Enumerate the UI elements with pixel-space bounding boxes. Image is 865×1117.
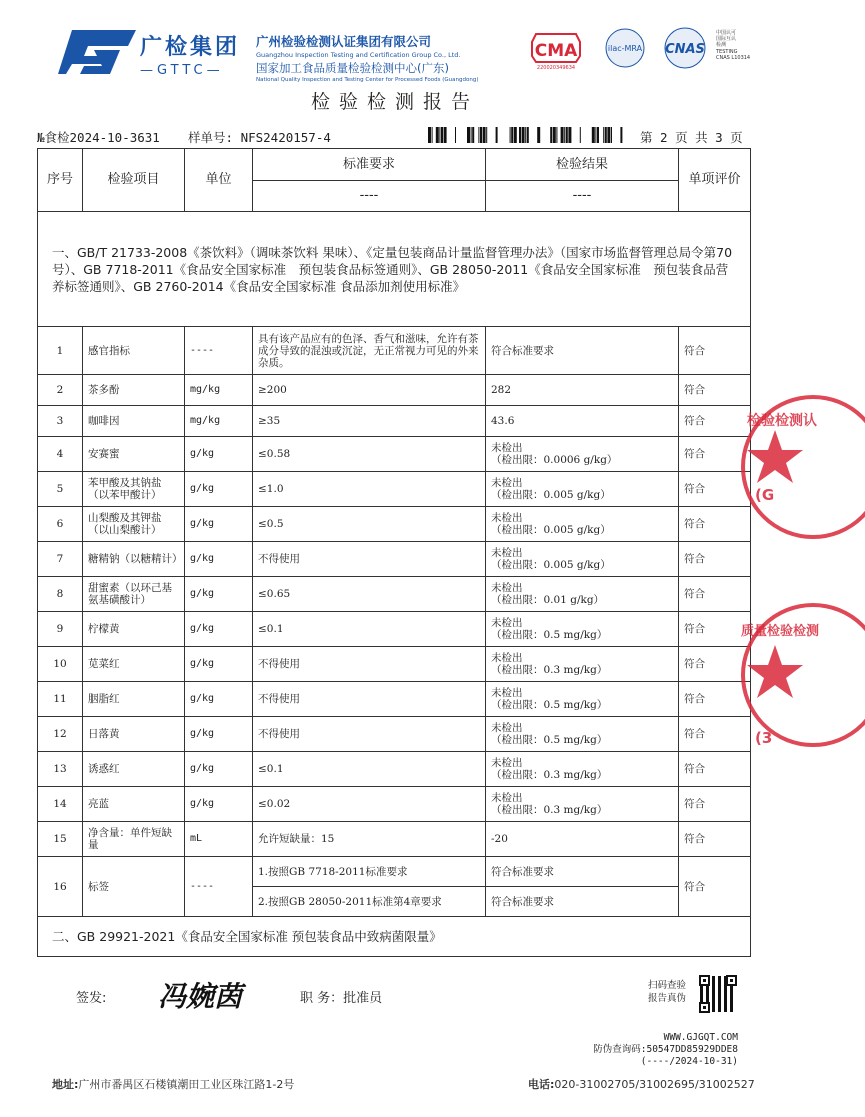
table-row (38, 612, 751, 647)
row-result-limit: （检出限：0.3 mg/kg） (491, 804, 608, 816)
barcode-icon (428, 127, 633, 143)
row-result (486, 682, 679, 717)
row-standard: ≥200 (253, 375, 486, 406)
cma-text: CMA (534, 41, 578, 61)
brand-name-cn: 广检集团 (140, 35, 241, 60)
stamp2-text: 质量检验检测 (741, 624, 820, 639)
row-standard: 不得使用 (253, 647, 486, 682)
row-result-text: 符合标准要求 (491, 344, 554, 357)
gttc-logo-icon (58, 26, 138, 78)
table-row (38, 542, 751, 577)
row-verdict: 符合 (679, 647, 751, 682)
row-standard: ≤1.0 (253, 472, 486, 507)
table-row (38, 822, 751, 857)
row-result-text: 未检出 (491, 547, 523, 559)
row-result-text: 未检出 (491, 477, 523, 489)
row-result (486, 787, 679, 822)
row-item: 苯甲酸及其钠盐（以苯甲酸计） (83, 472, 185, 507)
table-row (38, 375, 751, 406)
row-standard: ≤0.02 (253, 787, 486, 822)
row-seq: 10 (38, 647, 83, 682)
row-item: 诱惑红 (83, 752, 185, 787)
row-standard: ≤0.65 (253, 577, 486, 612)
scan-hint: 扫码查验 报告真伪 (648, 980, 687, 1004)
row-standard: ≤0.1 (253, 612, 486, 647)
row-unit: g/kg (185, 787, 253, 822)
website: WWW.GJGQT.COM (663, 1032, 738, 1043)
row-unit: g/kg (185, 612, 253, 647)
table-row (38, 507, 751, 542)
row-seq: 9 (38, 612, 83, 647)
row-seq: 6 (38, 507, 83, 542)
section-1-standards: 一、GB/T 21733-2008《茶饮料》（调味茶饮料 果味）、《定量包装商品计量监督管理办法》（国家市场监督管理总局令第70号）、GB 7718-2011《食品安全国家标准 预包装食品标签通则》、GB 28050-2011《食品安全国家标准 预包装食品营养标签通则》、GB 2760-2014《食品安全国家标准 食品添加剂使用标准》 (38, 212, 751, 327)
signature-image (156, 970, 246, 1016)
row-standard: ≤0.1 (253, 752, 486, 787)
address: 地址:广州市番禺区石楼镇潮田工业区珠江路1-2号 (52, 1078, 295, 1091)
row-standard: ≥35 (253, 406, 486, 437)
row-item: 柠檬黄 (83, 612, 185, 647)
row-unit: mL (185, 822, 253, 857)
row-unit: g/kg (185, 577, 253, 612)
row-standard: ≤0.5 (253, 507, 486, 542)
row-result (486, 507, 679, 542)
row-standard: 2.按照GB 28050-2011标准第4章要求 (253, 887, 486, 917)
table-row (38, 682, 751, 717)
row-result-text: 282 (491, 384, 512, 396)
brand-block (140, 30, 240, 78)
row-standard: ≤0.58 (253, 437, 486, 472)
row-verdict: 符合 (679, 472, 751, 507)
row-item: 净含量：单件短缺量 (83, 822, 185, 857)
row-result-limit: （检出限：0.5 mg/kg） (491, 629, 608, 641)
row-seq: 14 (38, 787, 83, 822)
row-verdict: 符合 (679, 437, 751, 472)
row-unit: g/kg (185, 647, 253, 682)
header-seq: 序号 (38, 149, 83, 212)
table-row (38, 577, 751, 612)
row-result-limit: （检出限：0.01 g/kg） (491, 594, 605, 606)
row-result-text: 未检出 (491, 582, 523, 594)
row-standard: 1.按照GB 7718-2011标准要求 (253, 857, 486, 887)
row-unit: g/kg (185, 682, 253, 717)
query-code: 防伪查询码:50547DD85929DDE8 (593, 1044, 738, 1055)
header-result: 检验结果 (486, 149, 679, 181)
header-result-sub: ---- (486, 181, 679, 212)
row-result: 符合标准要求 (486, 857, 679, 887)
row-verdict: 符合 (679, 822, 751, 857)
table-row (38, 437, 751, 472)
row-item: 糖精钠（以糖精计） (83, 542, 185, 577)
table-row (38, 787, 751, 822)
results-table (37, 148, 751, 957)
row-item: 安赛蜜 (83, 437, 185, 472)
org-name-block (256, 32, 478, 83)
row-result-text: 未检出 (491, 512, 523, 524)
row-seq: 2 (38, 375, 83, 406)
row-verdict: 符合 (679, 857, 751, 917)
row-seq: 16 (38, 857, 83, 917)
row-seq: 4 (38, 437, 83, 472)
row-result (486, 542, 679, 577)
row-result (486, 375, 679, 406)
table-row (38, 752, 751, 787)
report-number: №食检2024-10-3631 (37, 130, 160, 145)
row-result-limit: （检出限：0.5 mg/kg） (491, 734, 608, 746)
row-item: 日落黄 (83, 717, 185, 752)
sample-number: 样单号: NFS2420157-4 (188, 130, 331, 145)
row-seq: 1 (38, 327, 83, 375)
row-result-limit: （检出限：0.0006 g/kg） (491, 454, 618, 466)
brand-name-en: —GTTC— (140, 63, 224, 78)
signer-role: 职 务：批准员 (300, 991, 383, 1006)
row-item: 亮蓝 (83, 787, 185, 822)
row-seq: 7 (38, 542, 83, 577)
row-item: 苋菜红 (83, 647, 185, 682)
table-row (38, 857, 751, 887)
page-info: 第 2 页 共 3 页 (640, 130, 743, 145)
org-name-line1: 广州检验检测认证集团有限公司 (256, 34, 432, 49)
row-unit: g/kg (185, 752, 253, 787)
row-unit: g/kg (185, 437, 253, 472)
cnas-text: CNAS (665, 42, 705, 57)
row-result: 符合标准要求 (486, 887, 679, 917)
row-result (486, 822, 679, 857)
row-standard: 允许短缺量：15 (253, 822, 486, 857)
row-seq: 13 (38, 752, 83, 787)
row-seq: 8 (38, 577, 83, 612)
row-verdict: 符合 (679, 717, 751, 752)
qr-code-icon (700, 976, 736, 1012)
row-item: 茶多酚 (83, 375, 185, 406)
row-seq: 12 (38, 717, 83, 752)
row-result (486, 472, 679, 507)
row-result-text: 未检出 (491, 687, 523, 699)
row-result-limit: （检出限：0.005 g/kg） (491, 559, 611, 571)
row-result (486, 717, 679, 752)
section-2-standards: 二、GB 29921-2021《食品安全国家标准 预包装食品中致病菌限量》 (38, 917, 751, 957)
cma-number: 220020349634 (536, 65, 576, 71)
row-result-text: 未检出 (491, 652, 523, 664)
row-unit: mg/kg (185, 375, 253, 406)
cnas-logo-icon (665, 28, 705, 68)
row-unit: ---- (185, 327, 253, 375)
verification-info (593, 1032, 738, 1068)
row-item: 山梨酸及其钾盐（以山梨酸计） (83, 507, 185, 542)
svg-text:冯婉茵: 冯婉茵 (158, 980, 243, 1013)
row-result-text: 未检出 (491, 442, 523, 454)
stamp-icon (735, 595, 865, 755)
row-seq: 3 (38, 406, 83, 437)
stamp-icon (735, 385, 865, 550)
row-result-limit: （检出限：0.5 mg/kg） (491, 699, 608, 711)
row-item: 咖啡因 (83, 406, 185, 437)
row-unit: mg/kg (185, 406, 253, 437)
table-row (38, 472, 751, 507)
row-result-text: -20 (491, 833, 508, 845)
row-standard: 具有该产品应有的色泽、香气和滋味，允许有茶成分导致的混浊或沉淀，无正常视力可见的外来杂质。 (253, 327, 486, 375)
row-verdict: 符合 (679, 752, 751, 787)
table-row (38, 327, 751, 375)
report-title: 检验检测报告 (310, 91, 479, 113)
header-standard: 标准要求 (253, 149, 486, 181)
stamp1-code: (G (755, 486, 775, 504)
row-result (486, 437, 679, 472)
row-result-text: 43.6 (491, 415, 515, 427)
row-verdict: 符合 (679, 787, 751, 822)
cnas-cert-text: 中国认可 国际互认 检测 TESTING CNAS L10314 (716, 30, 751, 61)
row-verdict: 符合 (679, 406, 751, 437)
row-standard: 不得使用 (253, 682, 486, 717)
row-result (486, 647, 679, 682)
row-result-limit: （检出限：0.3 mg/kg） (491, 664, 608, 676)
row-seq: 15 (38, 822, 83, 857)
row-verdict: 符合 (679, 507, 751, 542)
row-result-limit: （检出限：0.005 g/kg） (491, 524, 611, 536)
row-unit: ---- (185, 857, 253, 917)
row-unit: g/kg (185, 542, 253, 577)
row-result (486, 406, 679, 437)
row-result-text: 未检出 (491, 792, 523, 804)
row-result (486, 612, 679, 647)
org-name-line4: National Quality Inspection and Testing Center for Processed Foods (Guangdong) (256, 77, 479, 83)
row-unit: g/kg (185, 507, 253, 542)
header-item: 检验项目 (83, 149, 185, 212)
row-verdict: 符合 (679, 375, 751, 406)
header-verdict: 单项评价 (679, 149, 751, 212)
row-standard: 不得使用 (253, 542, 486, 577)
row-item: 甜蜜素（以环己基氨基磺酸计） (83, 577, 185, 612)
row-verdict: 符合 (679, 327, 751, 375)
row-item: 胭脂红 (83, 682, 185, 717)
stamp2-code: (3 (755, 729, 773, 747)
row-unit: g/kg (185, 472, 253, 507)
ilac-mra-logo-icon (606, 29, 644, 67)
header-standard-sub: ---- (253, 181, 486, 212)
row-result-text: 未检出 (491, 617, 523, 629)
table-row (38, 406, 751, 437)
row-result-limit: （检出限：0.005 g/kg） (491, 489, 611, 501)
sign-label: 签发: (76, 991, 107, 1006)
row-item: 感官指标 (83, 327, 185, 375)
row-verdict: 符合 (679, 577, 751, 612)
ilac-text: ilac-MRA (607, 44, 643, 53)
row-result (486, 327, 679, 375)
row-seq: 11 (38, 682, 83, 717)
org-name-line3: 国家加工食品质量检验检测中心(广东) (256, 61, 449, 75)
row-seq: 5 (38, 472, 83, 507)
row-result-text: 未检出 (491, 722, 523, 734)
row-result (486, 577, 679, 612)
row-standard: 不得使用 (253, 717, 486, 752)
row-result-text: 未检出 (491, 757, 523, 769)
row-unit: g/kg (185, 717, 253, 752)
row-item: 标签 (83, 857, 185, 917)
row-verdict: 符合 (679, 542, 751, 577)
table-row (38, 647, 751, 682)
row-result (486, 752, 679, 787)
phone: 电话:020-31002705/31002695/31002527 (528, 1078, 755, 1091)
cma-logo-icon (532, 34, 580, 71)
stamp1-text: 检验检测认 (747, 413, 817, 429)
org-name-line2: Guangzhou Inspection Testing and Certification Group Co., Ltd. (256, 51, 461, 59)
row-verdict: 符合 (679, 682, 751, 717)
row-verdict: 符合 (679, 612, 751, 647)
issue-date: (----/2024-10-31) (640, 1056, 738, 1067)
header-unit: 单位 (185, 149, 253, 212)
row-result-limit: （检出限：0.3 mg/kg） (491, 769, 608, 781)
table-row (38, 717, 751, 752)
